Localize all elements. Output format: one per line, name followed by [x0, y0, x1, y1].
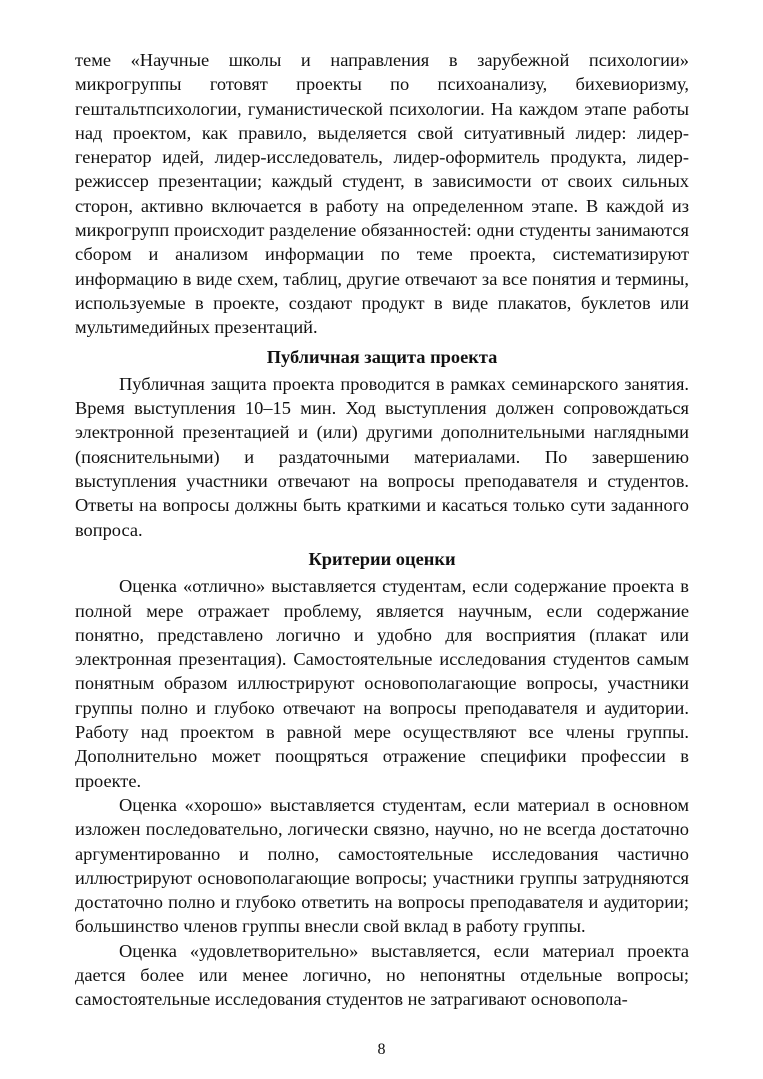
intro-paragraph: теме «Научные школы и направления в зарубежной психологии» микрогруппы готовят проекты по психоанализу, бихевиоризму, гештальтпсихологии, гуманистической психологии. На каждом этапе работы над проектом, как правило, выделяется свой ситуативный лидер: лидер-генератор идей, лидер-исследователь, лидер-оформитель продукта, лидер-режиссер презентации; каждый студент, в зависимости от своих сильных сторон, активно включается в работу на определенном этапе. В каждой из микрогрупп происходит разделение обязанностей: одни студенты занимаются сбором и анализом информации по теме проекта, систематизируют информацию в виде схем, таблиц, другие отвечают за все понятия и термины, используемые в проекте, создают продукт в виде плакатов, буклетов или мультимедийных презентаций.: [75, 50, 689, 338]
page-number: 8: [377, 1041, 386, 1058]
public-defense-paragraph: Публичная защита проекта проводится в рамках семинарского занятия. Время выступления 10–15 мин. Ход выступления должен сопровождаться электронной презентацией и (или) другими дополнительными наглядными (пояснительными) и раздаточными материалами. По завершению выступления участники отвечают на вопросы преподавателя и студентов. Ответы на вопросы должны быть краткими и касаться только сути заданного вопроса.: [75, 373, 689, 540]
criteria-good-paragraph: Оценка «хорошо» выставляется студентам, если материал в основном изложен последовательно, логически связно, научно, но не всегда достаточно аргументированно и полно, самостоятельные исследования частично иллюстрируют основополагающие вопросы; участники группы затрудняются достаточно полно и глубоко ответить на вопросы преподавателя и аудитории; большинство членов группы внесли свой вклад в работу группы.: [75, 794, 689, 937]
criteria-excellent-paragraph: Оценка «отлично» выставляется студентам, если содержание проекта в полной мере отражает проблему, является научным, если содержание понятно, представлено логично и удобно для восприятия (плакат или электронная презентация). Самостоятельные исследования студентов самым понятным образом иллюстрируют основополагающие вопросы, участники группы полно и глубоко отвечают на вопросы преподавателя и аудитории. Работу над проектом в равной мере осуществляют все члены группы. Дополнительно может поощряться отражение специфики профессии в проекте.: [75, 576, 689, 791]
section-heading-public-defense: Публичная защита проекта: [266, 346, 498, 367]
section-heading-criteria: Критерии оценки: [308, 548, 456, 569]
criteria-satisfactory-paragraph: Оценка «удовлетворительно» выставляется, если материал проекта дается более или менее логично, но непонятны отдельные вопросы; самостоятельные исследования студентов не затрагивают основопола-: [75, 940, 689, 1010]
page-body: [75, 48, 689, 1012]
